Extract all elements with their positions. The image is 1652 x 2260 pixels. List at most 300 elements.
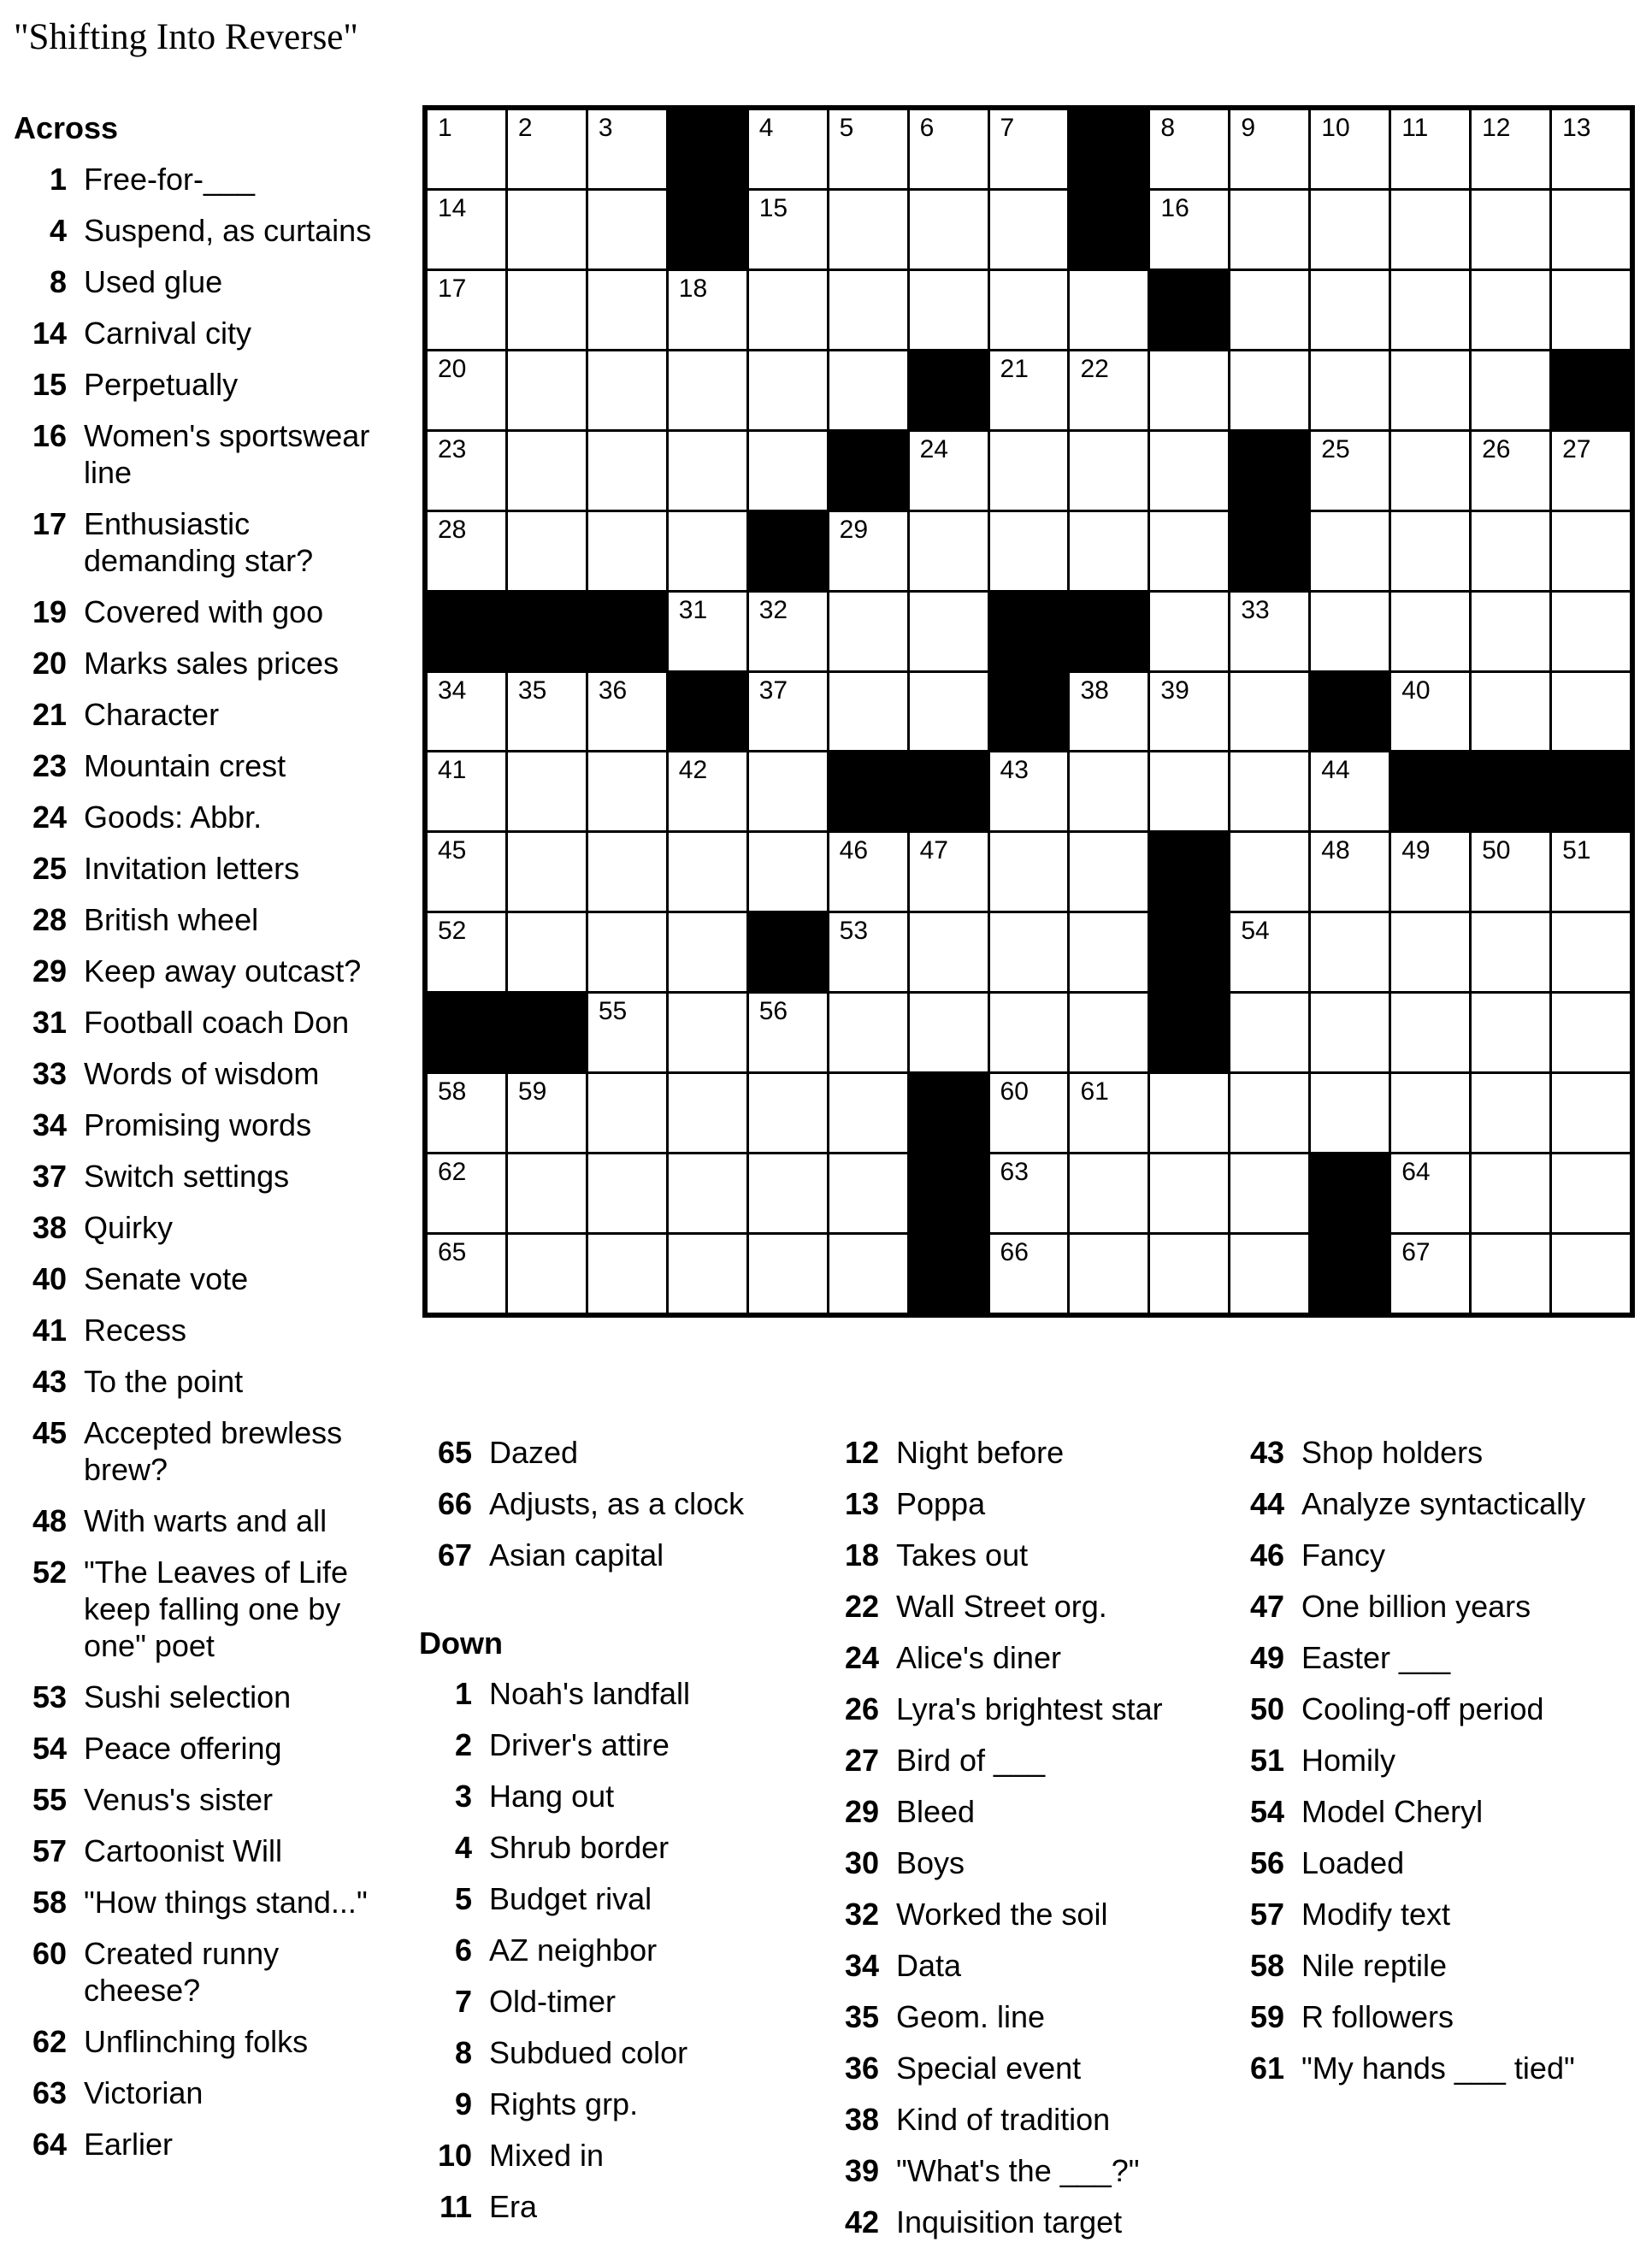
clue-text: Marks sales prices bbox=[84, 646, 339, 681]
grid-cell[interactable] bbox=[990, 752, 1068, 830]
clue-item bbox=[14, 1209, 383, 1246]
grid-cell[interactable] bbox=[669, 994, 746, 1071]
cell-number: 35 bbox=[517, 676, 547, 705]
grid-cell[interactable] bbox=[508, 432, 586, 510]
clue-number: 1 bbox=[49, 162, 67, 197]
clue-text: Worked the soil bbox=[896, 1897, 1108, 1932]
clue-text: Created runny cheese? bbox=[84, 1936, 280, 2008]
grid-cell[interactable] bbox=[910, 191, 988, 268]
grid-cell[interactable] bbox=[1552, 110, 1630, 188]
grid-cell[interactable] bbox=[669, 512, 746, 590]
grid-cell[interactable] bbox=[428, 673, 505, 751]
black-square bbox=[829, 752, 907, 830]
grid-cell[interactable] bbox=[428, 833, 505, 911]
clue-text: Analyze syntactically bbox=[1301, 1486, 1586, 1521]
clue-text: Cartoonist Will bbox=[84, 1833, 283, 1868]
cell-number: 2 bbox=[517, 114, 533, 142]
grid-cell[interactable] bbox=[829, 110, 907, 188]
clue-item bbox=[1231, 1537, 1633, 1573]
clue-item bbox=[14, 1730, 383, 1767]
grid-cell[interactable] bbox=[829, 1154, 907, 1232]
cell-number: 17 bbox=[438, 274, 467, 303]
grid-cell[interactable] bbox=[1472, 913, 1549, 991]
grid-cell[interactable] bbox=[1230, 1074, 1308, 1152]
black-square bbox=[1070, 593, 1148, 670]
clue-item bbox=[14, 2126, 383, 2163]
clue-number: 65 bbox=[437, 1435, 472, 1470]
grid-cell[interactable] bbox=[749, 432, 827, 510]
clue-text: Enthusiastic demanding star? bbox=[84, 506, 314, 578]
grid-cell[interactable] bbox=[588, 351, 666, 429]
grid-cell[interactable] bbox=[1552, 593, 1630, 670]
grid-cell[interactable] bbox=[1391, 1074, 1469, 1152]
clue-number: 24 bbox=[844, 1640, 879, 1675]
clue-text: Switch settings bbox=[84, 1159, 290, 1194]
cell-number: 58 bbox=[438, 1077, 467, 1106]
grid-cell[interactable] bbox=[990, 271, 1068, 349]
grid-cell[interactable] bbox=[1070, 1235, 1148, 1313]
clue-text: Invitation letters bbox=[84, 851, 300, 886]
clue-item bbox=[826, 1691, 1202, 1727]
clue-text: Modify text bbox=[1301, 1897, 1451, 1932]
grid-cell[interactable] bbox=[910, 432, 988, 510]
clue-text: AZ neighbor bbox=[489, 1933, 658, 1968]
clue-text: Football coach Don bbox=[84, 1005, 350, 1040]
clue-number: 22 bbox=[844, 1589, 879, 1624]
clue-item bbox=[14, 593, 383, 630]
grid-cell[interactable] bbox=[910, 271, 988, 349]
clue-number: 31 bbox=[32, 1005, 67, 1040]
grid-cell[interactable] bbox=[1230, 913, 1308, 991]
grid-cell[interactable] bbox=[1391, 1235, 1469, 1313]
grid-cell[interactable] bbox=[428, 512, 505, 590]
grid-cell[interactable] bbox=[1552, 512, 1630, 590]
clue-item bbox=[1231, 1588, 1633, 1625]
cell-number: 52 bbox=[438, 917, 467, 946]
grid-cell[interactable] bbox=[588, 1154, 666, 1232]
grid-cell[interactable] bbox=[669, 752, 746, 830]
clue-text: Alice's diner bbox=[896, 1640, 1061, 1675]
clue-item bbox=[14, 315, 383, 351]
grid-cell[interactable] bbox=[749, 1074, 827, 1152]
clue-number: 15 bbox=[32, 367, 67, 402]
grid-cell[interactable] bbox=[588, 833, 666, 911]
grid-cell[interactable] bbox=[1070, 351, 1148, 429]
grid-cell[interactable] bbox=[749, 1154, 827, 1232]
grid-cell[interactable] bbox=[1391, 110, 1469, 188]
grid-cell[interactable] bbox=[829, 994, 907, 1071]
clue-number: 5 bbox=[454, 1881, 472, 1916]
grid-cell[interactable] bbox=[1150, 1154, 1228, 1232]
grid-cell[interactable] bbox=[910, 673, 988, 751]
grid-cell[interactable] bbox=[749, 593, 827, 670]
grid-cell[interactable] bbox=[588, 191, 666, 268]
grid-cell[interactable] bbox=[829, 833, 907, 911]
grid-cell[interactable] bbox=[1472, 351, 1549, 429]
clue-item bbox=[14, 850, 383, 887]
clue-text: Bird of ___ bbox=[896, 1743, 1046, 1778]
grid-cell[interactable] bbox=[749, 271, 827, 349]
clue-text: Mixed in bbox=[489, 2138, 605, 2173]
grid-cell[interactable] bbox=[1391, 913, 1469, 991]
clue-text: Budget rival bbox=[489, 1881, 652, 1916]
grid-cell[interactable] bbox=[1472, 1235, 1549, 1313]
grid-cell[interactable] bbox=[1552, 913, 1630, 991]
grid-cell[interactable] bbox=[428, 432, 505, 510]
grid-cell[interactable] bbox=[669, 432, 746, 510]
grid-cell[interactable] bbox=[508, 1074, 586, 1152]
grid-cell[interactable] bbox=[1552, 432, 1630, 510]
grid-cell[interactable] bbox=[1230, 593, 1308, 670]
clue-item bbox=[1231, 1742, 1633, 1779]
grid-cell[interactable] bbox=[1070, 673, 1148, 751]
clue-text: Night before bbox=[896, 1435, 1065, 1470]
grid-cell[interactable] bbox=[588, 110, 666, 188]
grid-cell[interactable] bbox=[1150, 191, 1228, 268]
clue-text: Senate vote bbox=[84, 1261, 249, 1296]
cell-number: 10 bbox=[1321, 114, 1350, 142]
grid-cell[interactable] bbox=[588, 512, 666, 590]
clue-number: 52 bbox=[32, 1555, 67, 1590]
grid-cell[interactable] bbox=[508, 512, 586, 590]
grid-cell[interactable] bbox=[508, 1154, 586, 1232]
clue-text: Takes out bbox=[896, 1537, 1029, 1573]
grid-cell[interactable] bbox=[508, 191, 586, 268]
grid-cell[interactable] bbox=[1391, 593, 1469, 670]
clue-text: Words of wisdom bbox=[84, 1056, 320, 1091]
down-clues-column-3 bbox=[826, 1434, 1202, 2255]
grid-cell[interactable] bbox=[910, 512, 988, 590]
black-square bbox=[1472, 752, 1549, 830]
cell-number: 40 bbox=[1401, 676, 1431, 705]
clue-text: Recess bbox=[84, 1313, 187, 1348]
grid-cell[interactable] bbox=[1391, 351, 1469, 429]
grid-cell[interactable] bbox=[749, 673, 827, 751]
clue-number: 1 bbox=[454, 1676, 472, 1711]
grid-cell[interactable] bbox=[1150, 752, 1228, 830]
clue-item bbox=[14, 417, 383, 491]
grid-cell[interactable] bbox=[669, 593, 746, 670]
grid-cell[interactable] bbox=[428, 913, 505, 991]
grid-cell[interactable] bbox=[829, 351, 907, 429]
grid-cell[interactable] bbox=[749, 752, 827, 830]
black-square bbox=[910, 351, 988, 429]
cell-number: 43 bbox=[1000, 756, 1029, 785]
clue-item bbox=[14, 1260, 383, 1297]
grid-cell[interactable] bbox=[1311, 1074, 1389, 1152]
grid-cell[interactable] bbox=[990, 1154, 1068, 1232]
grid-cell[interactable] bbox=[428, 351, 505, 429]
grid-cell[interactable] bbox=[749, 833, 827, 911]
clue-item bbox=[419, 2188, 787, 2225]
grid-cell[interactable] bbox=[1150, 673, 1228, 751]
grid-cell[interactable] bbox=[508, 1235, 586, 1313]
clue-text: Noah's landfall bbox=[489, 1676, 691, 1711]
clue-text: Subdued color bbox=[489, 2035, 688, 2070]
grid-cell[interactable] bbox=[1311, 191, 1389, 268]
black-square bbox=[1311, 1154, 1389, 1232]
grid-cell[interactable] bbox=[1391, 512, 1469, 590]
clue-item bbox=[14, 1679, 383, 1715]
grid-cell[interactable] bbox=[990, 191, 1068, 268]
grid-cell[interactable] bbox=[990, 110, 1068, 188]
clue-text: Sushi selection bbox=[84, 1679, 292, 1714]
grid-cell[interactable] bbox=[1230, 673, 1308, 751]
grid-cell[interactable] bbox=[910, 913, 988, 991]
clue-number: 13 bbox=[844, 1486, 879, 1521]
grid-cell[interactable] bbox=[1391, 673, 1469, 751]
clue-item bbox=[1231, 1896, 1633, 1933]
grid-cell[interactable] bbox=[588, 913, 666, 991]
grid-cell[interactable] bbox=[1311, 271, 1389, 349]
grid-cell[interactable] bbox=[1150, 1074, 1228, 1152]
grid-cell[interactable] bbox=[428, 1154, 505, 1232]
grid-cell[interactable] bbox=[1552, 271, 1630, 349]
grid-cell[interactable] bbox=[669, 1154, 746, 1232]
clue-text: Boys bbox=[896, 1845, 965, 1880]
grid-cell[interactable] bbox=[1070, 271, 1148, 349]
clue-number: 61 bbox=[1249, 2051, 1284, 2086]
clue-item bbox=[14, 1363, 383, 1400]
clue-number: 36 bbox=[844, 2051, 879, 2086]
grid-cell[interactable] bbox=[1230, 752, 1308, 830]
grid-cell[interactable] bbox=[1311, 110, 1389, 188]
grid-cell[interactable] bbox=[1230, 833, 1308, 911]
clue-text: Cooling-off period bbox=[1301, 1691, 1544, 1726]
grid-cell[interactable] bbox=[669, 271, 746, 349]
grid-cell[interactable] bbox=[669, 1074, 746, 1152]
clue-number: 49 bbox=[1249, 1640, 1284, 1675]
clue-text: Special event bbox=[896, 2051, 1082, 2086]
grid-cell[interactable] bbox=[829, 1235, 907, 1313]
cell-number: 59 bbox=[517, 1077, 547, 1106]
grid-cell[interactable] bbox=[1472, 1074, 1549, 1152]
grid-cell[interactable] bbox=[990, 1235, 1068, 1313]
black-square bbox=[669, 191, 746, 268]
grid-cell[interactable] bbox=[1552, 673, 1630, 751]
grid-cell[interactable] bbox=[990, 833, 1068, 911]
grid-cell[interactable] bbox=[1311, 913, 1389, 991]
grid-cell[interactable] bbox=[1150, 1235, 1228, 1313]
grid-cell[interactable] bbox=[1070, 833, 1148, 911]
grid-cell[interactable] bbox=[1230, 271, 1308, 349]
grid-cell[interactable] bbox=[1311, 512, 1389, 590]
grid-cell[interactable] bbox=[669, 1235, 746, 1313]
grid-cell[interactable] bbox=[829, 271, 907, 349]
cell-number: 1 bbox=[438, 114, 452, 142]
grid-cell[interactable] bbox=[1472, 994, 1549, 1071]
grid-cell[interactable] bbox=[588, 432, 666, 510]
grid-cell[interactable] bbox=[1070, 994, 1148, 1071]
grid-cell[interactable] bbox=[1472, 432, 1549, 510]
grid-cell[interactable] bbox=[669, 913, 746, 991]
clue-number: 57 bbox=[32, 1833, 67, 1868]
grid-cell[interactable] bbox=[910, 833, 988, 911]
grid-cell[interactable] bbox=[508, 833, 586, 911]
grid-cell[interactable] bbox=[669, 351, 746, 429]
grid-cell[interactable] bbox=[1552, 833, 1630, 911]
grid-cell[interactable] bbox=[829, 593, 907, 670]
grid-cell[interactable] bbox=[829, 191, 907, 268]
black-square bbox=[588, 593, 666, 670]
grid-cell[interactable] bbox=[428, 271, 505, 349]
grid-cell[interactable] bbox=[1070, 432, 1148, 510]
cell-number: 18 bbox=[678, 274, 708, 303]
clue-number: 19 bbox=[32, 594, 67, 629]
clue-number: 14 bbox=[32, 316, 67, 351]
grid-cell[interactable] bbox=[990, 512, 1068, 590]
grid-cell[interactable] bbox=[1472, 191, 1549, 268]
grid-cell[interactable] bbox=[1311, 833, 1389, 911]
grid-cell[interactable] bbox=[1070, 512, 1148, 590]
cell-number: 66 bbox=[1000, 1238, 1029, 1267]
grid-cell[interactable] bbox=[508, 110, 586, 188]
grid-cell[interactable] bbox=[990, 1074, 1068, 1152]
grid-cell[interactable] bbox=[910, 593, 988, 670]
grid-cell[interactable] bbox=[1311, 994, 1389, 1071]
grid-cell[interactable] bbox=[749, 191, 827, 268]
grid-cell[interactable] bbox=[1230, 1235, 1308, 1313]
grid-cell[interactable] bbox=[1230, 191, 1308, 268]
clue-number: 59 bbox=[1249, 1999, 1284, 2034]
grid-cell[interactable] bbox=[829, 913, 907, 991]
clue-number: 48 bbox=[32, 1503, 67, 1538]
grid-cell[interactable] bbox=[1150, 351, 1228, 429]
cell-number: 27 bbox=[1562, 434, 1591, 463]
down-heading: Down bbox=[419, 1626, 503, 1661]
grid-cell[interactable] bbox=[1230, 994, 1308, 1071]
grid-cell[interactable] bbox=[1472, 593, 1549, 670]
cell-number: 15 bbox=[758, 193, 788, 222]
clue-item bbox=[14, 2023, 383, 2060]
grid-cell[interactable] bbox=[588, 673, 666, 751]
grid-cell[interactable] bbox=[1472, 271, 1549, 349]
grid-cell[interactable] bbox=[1391, 191, 1469, 268]
clue-number: 50 bbox=[1249, 1691, 1284, 1726]
grid-cell[interactable] bbox=[428, 1074, 505, 1152]
clue-number: 41 bbox=[32, 1313, 67, 1348]
grid-cell[interactable] bbox=[829, 1074, 907, 1152]
grid-cell[interactable] bbox=[1472, 512, 1549, 590]
clue-item bbox=[14, 1832, 383, 1869]
clue-number: 37 bbox=[32, 1159, 67, 1194]
grid-cell[interactable] bbox=[990, 913, 1068, 991]
grid-cell[interactable] bbox=[829, 673, 907, 751]
grid-cell[interactable] bbox=[1552, 1235, 1630, 1313]
grid-cell[interactable] bbox=[749, 994, 827, 1071]
grid-cell[interactable] bbox=[1311, 752, 1389, 830]
clue-item bbox=[826, 1588, 1202, 1625]
cell-number: 67 bbox=[1401, 1238, 1431, 1267]
grid-cell[interactable] bbox=[588, 752, 666, 830]
clue-item bbox=[826, 1947, 1202, 1984]
grid-cell[interactable] bbox=[1391, 1154, 1469, 1232]
grid-cell[interactable] bbox=[990, 351, 1068, 429]
grid-cell[interactable] bbox=[1230, 1154, 1308, 1232]
grid-cell[interactable] bbox=[1070, 913, 1148, 991]
grid-cell[interactable] bbox=[1391, 994, 1469, 1071]
grid-cell[interactable] bbox=[1150, 512, 1228, 590]
grid-cell[interactable] bbox=[1150, 432, 1228, 510]
grid-cell[interactable] bbox=[910, 994, 988, 1071]
grid-cell[interactable] bbox=[669, 833, 746, 911]
grid-cell[interactable] bbox=[1311, 351, 1389, 429]
grid-cell[interactable] bbox=[1150, 593, 1228, 670]
grid-cell[interactable] bbox=[1391, 271, 1469, 349]
grid-cell[interactable] bbox=[990, 994, 1068, 1071]
grid-cell[interactable] bbox=[1472, 673, 1549, 751]
grid-cell[interactable] bbox=[588, 994, 666, 1071]
grid-cell[interactable] bbox=[990, 432, 1068, 510]
grid-cell[interactable] bbox=[1391, 432, 1469, 510]
clue-number: 53 bbox=[32, 1679, 67, 1714]
grid-cell[interactable] bbox=[588, 1235, 666, 1313]
grid-cell[interactable] bbox=[508, 752, 586, 830]
black-square bbox=[990, 673, 1068, 751]
clue-text: Kind of tradition bbox=[896, 2102, 1111, 2137]
clue-item bbox=[419, 1675, 787, 1712]
grid-cell[interactable] bbox=[1472, 110, 1549, 188]
grid-cell[interactable] bbox=[428, 110, 505, 188]
grid-cell[interactable] bbox=[428, 1235, 505, 1313]
clue-item bbox=[14, 1781, 383, 1818]
grid-cell[interactable] bbox=[428, 752, 505, 830]
clue-number: 67 bbox=[437, 1537, 472, 1573]
clue-text: Free-for-___ bbox=[84, 162, 256, 197]
clue-number: 12 bbox=[844, 1435, 879, 1470]
grid-cell[interactable] bbox=[508, 351, 586, 429]
grid-cell[interactable] bbox=[1552, 994, 1630, 1071]
grid-cell[interactable] bbox=[1070, 1154, 1148, 1232]
cell-number: 45 bbox=[438, 836, 467, 865]
black-square bbox=[669, 110, 746, 188]
grid-cell[interactable] bbox=[1552, 191, 1630, 268]
grid-cell[interactable] bbox=[1150, 110, 1228, 188]
black-square bbox=[1070, 191, 1148, 268]
clue-number: 17 bbox=[32, 506, 67, 541]
grid-cell[interactable] bbox=[1391, 833, 1469, 911]
cell-number: 9 bbox=[1241, 114, 1256, 142]
clue-item bbox=[1231, 1434, 1633, 1471]
grid-cell[interactable] bbox=[749, 351, 827, 429]
grid-cell[interactable] bbox=[1311, 593, 1389, 670]
clue-text: Shrub border bbox=[489, 1830, 670, 1865]
grid-cell[interactable] bbox=[508, 271, 586, 349]
grid-cell[interactable] bbox=[1472, 1154, 1549, 1232]
grid-cell[interactable] bbox=[1552, 1154, 1630, 1232]
grid-cell[interactable] bbox=[749, 110, 827, 188]
clue-number: 26 bbox=[844, 1691, 879, 1726]
grid-cell[interactable] bbox=[749, 1235, 827, 1313]
grid-cell[interactable] bbox=[1070, 752, 1148, 830]
grid-cell[interactable] bbox=[508, 673, 586, 751]
grid-cell[interactable] bbox=[1230, 110, 1308, 188]
clue-item bbox=[1231, 1639, 1633, 1676]
grid-cell[interactable] bbox=[1070, 1074, 1148, 1152]
grid-cell[interactable] bbox=[1472, 833, 1549, 911]
grid-cell[interactable] bbox=[508, 913, 586, 991]
clue-text: Shop holders bbox=[1301, 1435, 1484, 1470]
grid-cell[interactable] bbox=[829, 512, 907, 590]
grid-cell[interactable] bbox=[428, 191, 505, 268]
grid-cell[interactable] bbox=[588, 271, 666, 349]
clue-item bbox=[14, 212, 383, 249]
grid-cell[interactable] bbox=[910, 110, 988, 188]
grid-cell[interactable] bbox=[588, 1074, 666, 1152]
grid-cell[interactable] bbox=[1311, 432, 1389, 510]
grid-cell[interactable] bbox=[1230, 351, 1308, 429]
grid-cell[interactable] bbox=[1552, 1074, 1630, 1152]
